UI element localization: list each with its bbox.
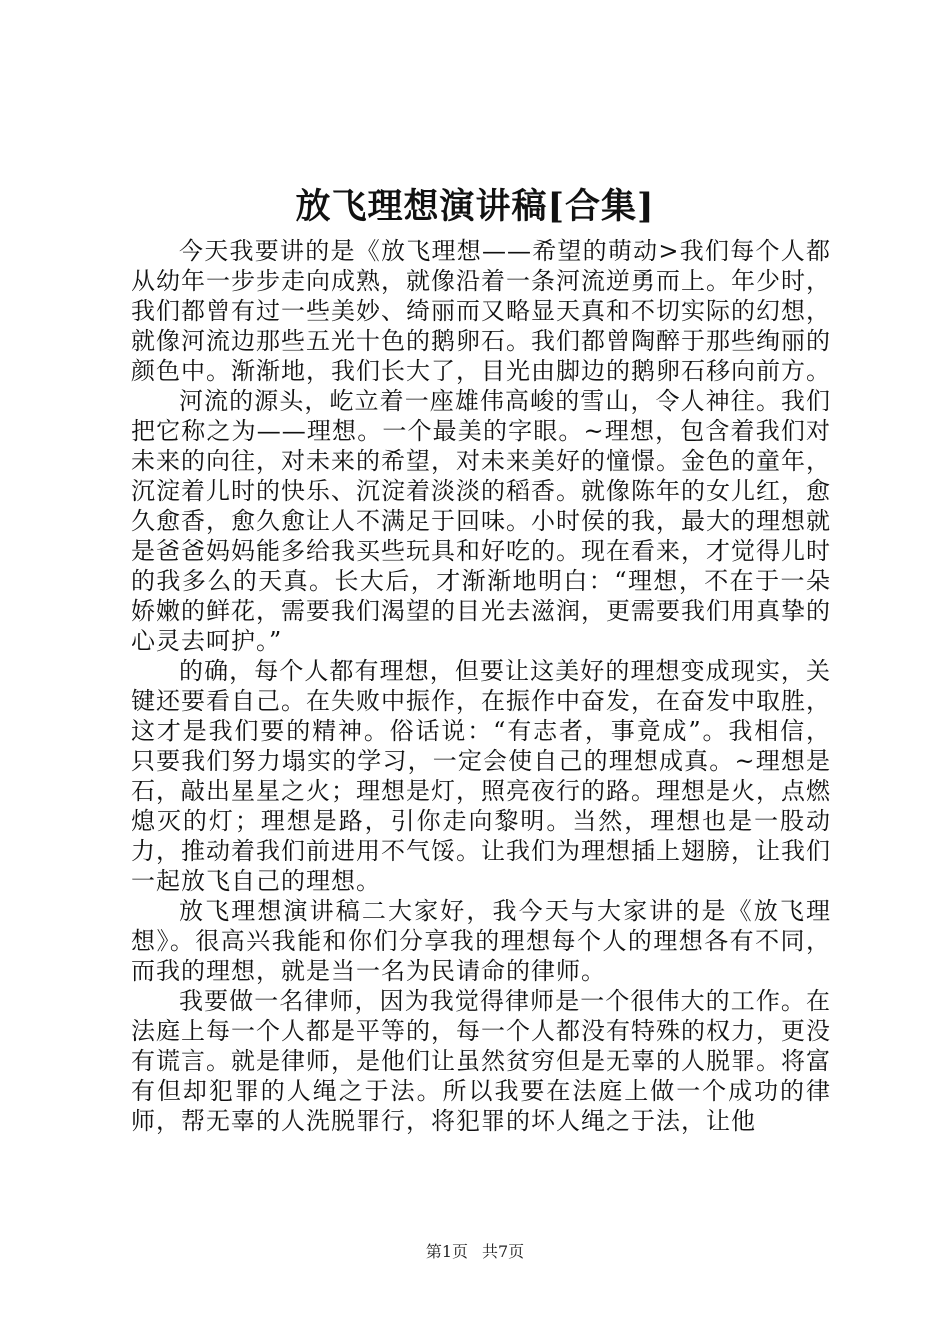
document-body bbox=[131, 236, 831, 1136]
paragraph-5: 我要做一名律师，因为我觉得律师是一个很伟大的工作。在法庭上每一个人都是平等的，每一个人都没有特殊的权力，更没有谎言。就是律师，是他们让虽然贫穷但是无辜的人脱罪。将富有但却犯罪的人绳之于法。所以我要在法庭上做一个成功的律师，帮无辜的人洗脱罪行，将犯罪的坏人绳之于法，让他 bbox=[131, 987, 831, 1135]
document-title: 放飞理想演讲稿[合集] bbox=[295, 186, 655, 227]
paragraph-4: 放飞理想演讲稿二大家好，我今天与大家讲的是《放飞理想》。很高兴我能和你们分享我的理想每个人的理想各有不同，而我的理想，就是当一名为民请命的律师。 bbox=[131, 897, 831, 985]
page-total: 共7页 bbox=[482, 1242, 525, 1261]
paragraph-2: 河流的源头，屹立着一座雄伟高峻的雪山，令人神往。我们把它称之为——理想。一个最美的字眼。~理想，包含着我们对未来的向往，对未来的希望，对未来美好的憧憬。金色的童年，沉淀着儿时的快乐、沉淀着淡淡的稻香。就像陈年的女儿红，愈久愈香，愈久愈让人不满足于回味。小时侯的我，最大的理想就是爸爸妈妈能多给我买些玩具和好吃的。现在看来，才觉得儿时的我多么的天真。长大后，才渐渐地明白：“理想，不在于一朵娇嫩的鲜花，需要我们渴望的目光去滋润，更需要我们用真挚的心灵去呵护。” bbox=[131, 387, 831, 655]
paragraph-1: 今天我要讲的是《放飞理想——希望的萌动>我们每个人都从幼年一步步走向成熟，就像沿着一条河流逆勇而上。年少时，我们都曾有过一些美妙、绮丽而又略显天真和不切实际的幻想，就像河流边那些五光十色的鹅卵石。我们都曾陶醉于那些绚丽的颜色中。渐渐地，我们长大了，目光由脚边的鹅卵石移向前方。 bbox=[131, 237, 831, 385]
page-number: 第1页 bbox=[425, 1242, 468, 1261]
paragraph-3: 的确，每个人都有理想，但要让这美好的理想变成现实，关键还要看自己。在失败中振作，在振作中奋发，在奋发中取胜，这才是我们要的精神。俗话说：“有志者，事竟成”。我相信，只要我们努力塌实的学习，一定会使自己的理想成真。~理想是石，敲出星星之火；理想是灯，照亮夜行的路。理想是火，点燃熄灭的灯；理想是路，引你走向黎明。当然，理想也是一股动力，推动着我们前进用不气馁。让我们为理想插上翅膀，让我们一起放飞自己的理想。 bbox=[131, 657, 831, 895]
page-footer bbox=[0, 1241, 950, 1263]
